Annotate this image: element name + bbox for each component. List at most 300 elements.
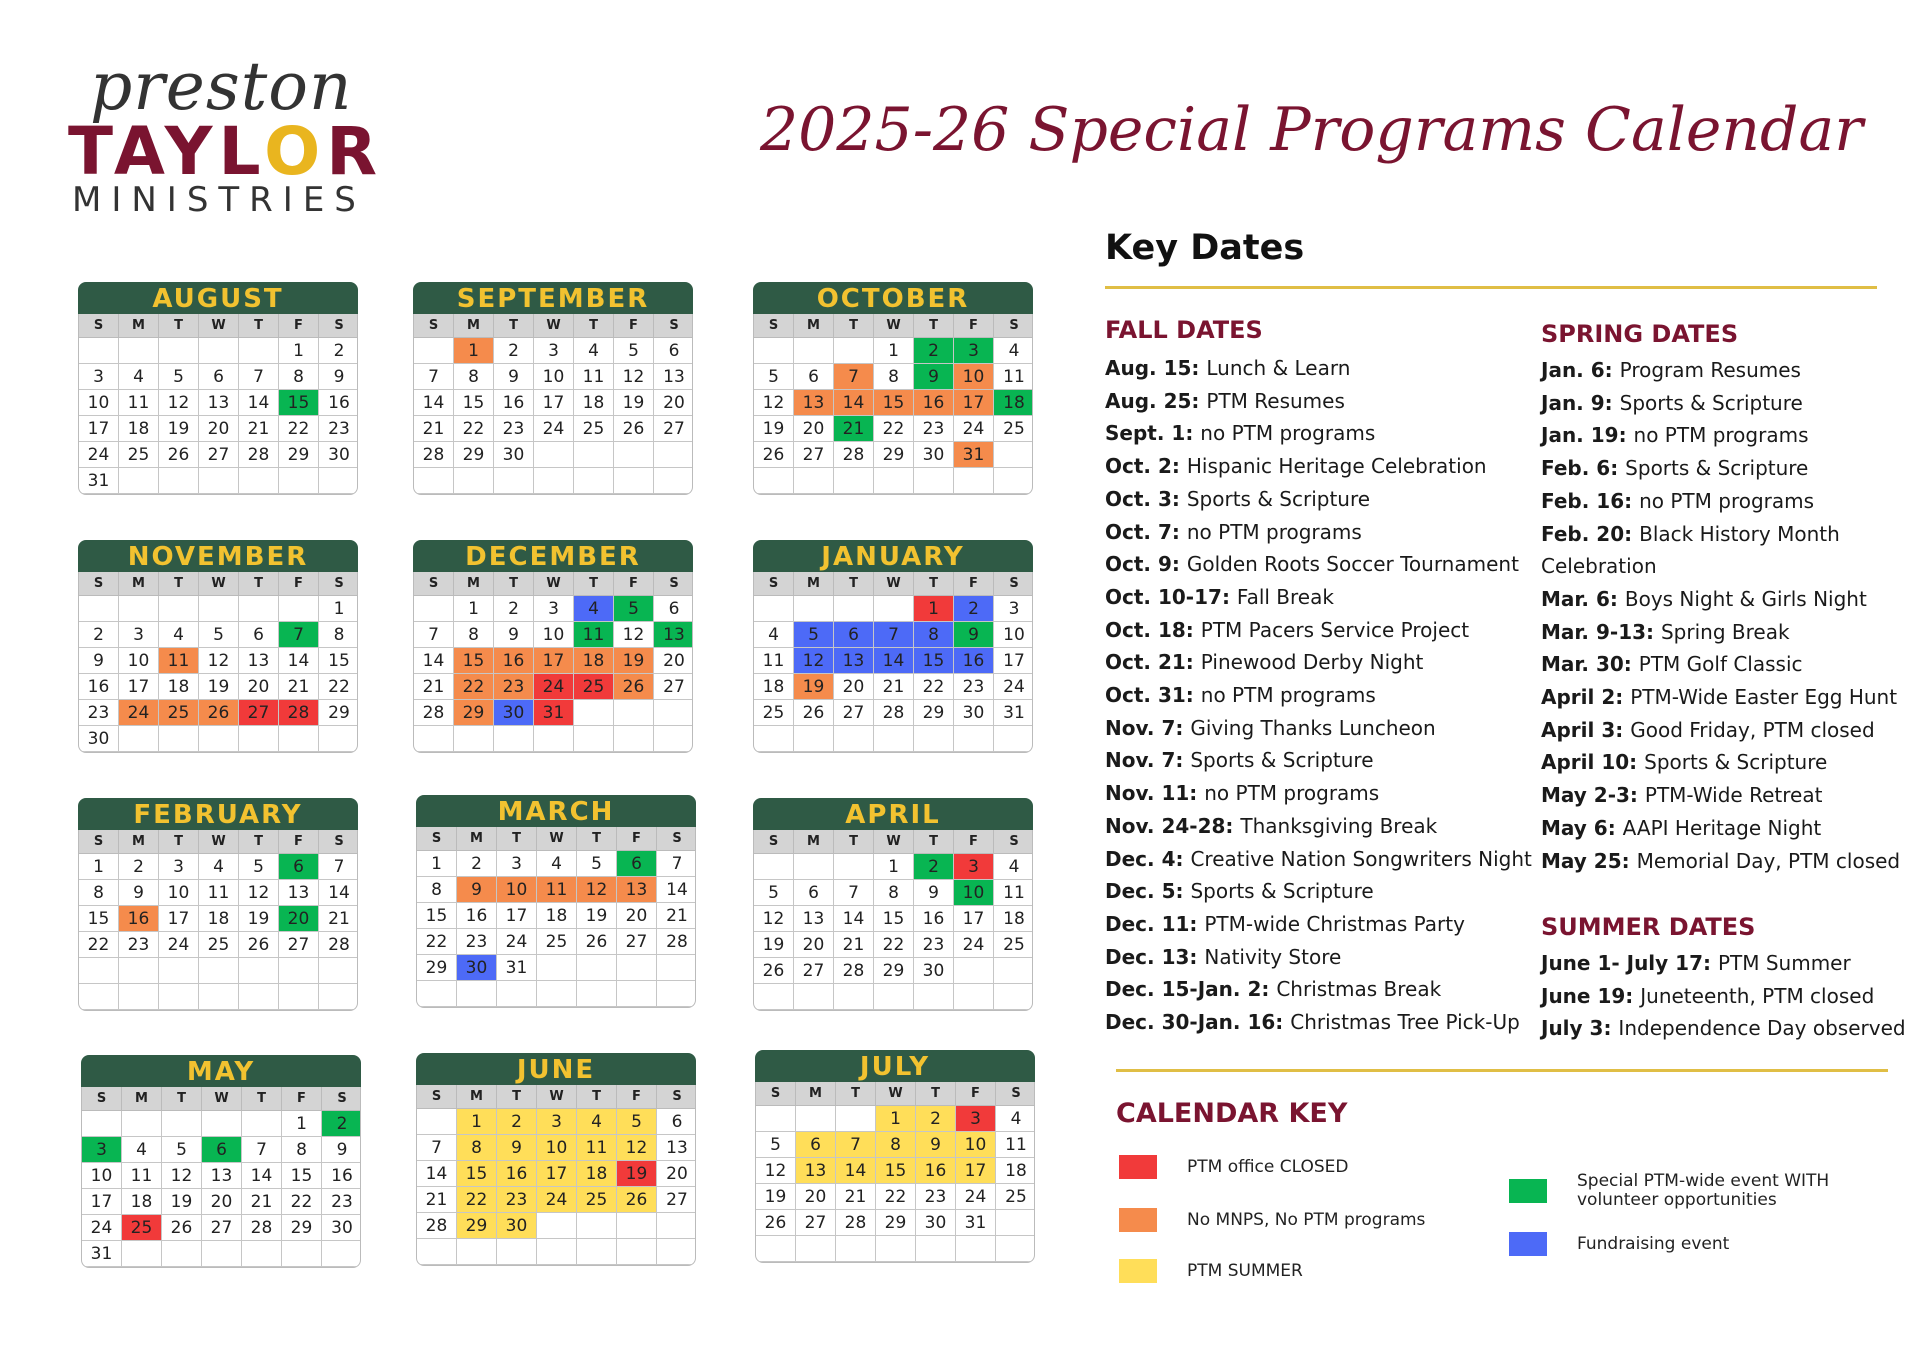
key-date-label: Feb. 20: — [1541, 521, 1640, 546]
day-cell: 1 — [874, 338, 914, 364]
key-label: Fundraising event — [1577, 1233, 1730, 1254]
day-cell: 27 — [617, 929, 657, 955]
key-date-label: Jan. 6: — [1541, 358, 1620, 382]
month-grid — [413, 572, 693, 753]
month-title: FEBRUARY — [78, 798, 358, 830]
key-date-item — [1105, 744, 1532, 777]
day-cell: 13 — [654, 364, 693, 390]
day-cell: 13 — [279, 880, 319, 906]
day-cell: 18 — [577, 1161, 617, 1187]
day-cell: 22 — [417, 929, 457, 955]
day-cell: 14 — [414, 390, 454, 416]
day-cell: 26 — [577, 929, 617, 955]
empty-cell — [457, 1239, 497, 1265]
key-date-label: Sept. 1: — [1105, 421, 1201, 446]
key-date-label: June 1- July 17: — [1541, 951, 1718, 975]
day-cell: 16 — [916, 1158, 956, 1184]
day-cell: 4 — [996, 1106, 1035, 1132]
empty-cell — [577, 1239, 617, 1265]
weekday-header: T — [242, 1087, 282, 1111]
day-cell: 26 — [754, 958, 794, 984]
key-date-label: July 3: — [1541, 1016, 1619, 1041]
empty-cell — [954, 958, 994, 984]
key-date-item — [1541, 387, 1900, 420]
weekday-header: T — [497, 1085, 537, 1109]
yellow-swatch — [1119, 1259, 1157, 1283]
key-date-item — [1541, 616, 1900, 649]
day-cell: 22 — [279, 416, 319, 442]
day-cell: 7 — [279, 622, 319, 648]
day-cell: 11 — [119, 390, 159, 416]
empty-cell — [614, 442, 654, 468]
key-date-event: PTM Pacers Service Project — [1200, 617, 1470, 642]
month-grid — [413, 314, 693, 495]
divider — [1116, 1069, 1888, 1072]
day-cell: 25 — [122, 1215, 162, 1241]
weekday-header: S — [654, 572, 693, 596]
empty-cell — [79, 596, 119, 622]
day-cell: 6 — [794, 364, 834, 390]
key-date-item — [1541, 419, 1900, 452]
empty-cell — [199, 984, 239, 1010]
day-cell: 18 — [994, 906, 1033, 932]
day-cell: 29 — [319, 700, 358, 726]
key-date-item — [1105, 614, 1532, 647]
key-date-item — [1541, 714, 1900, 747]
day-cell: 15 — [914, 648, 954, 674]
weekday-header: T — [574, 572, 614, 596]
day-cell: 28 — [242, 1215, 282, 1241]
day-cell: 29 — [282, 1215, 322, 1241]
fall-dates-list — [1105, 352, 1532, 1039]
month-calendar-january — [753, 540, 1033, 753]
key-date-label: May 25: — [1541, 848, 1637, 873]
day-cell: 12 — [614, 622, 654, 648]
key-date-label: Feb. 16: — [1541, 488, 1640, 513]
day-cell: 20 — [796, 1184, 836, 1210]
day-cell: 24 — [537, 1187, 577, 1213]
day-cell: 10 — [534, 364, 574, 390]
day-cell: 28 — [239, 442, 279, 468]
day-cell: 20 — [199, 416, 239, 442]
day-cell: 1 — [319, 596, 358, 622]
day-cell: 26 — [199, 700, 239, 726]
day-cell: 16 — [914, 906, 954, 932]
day-cell: 19 — [754, 932, 794, 958]
empty-cell — [994, 984, 1033, 1010]
key-date-item — [1105, 581, 1532, 614]
weekday-header: T — [834, 830, 874, 854]
day-cell: 13 — [794, 390, 834, 416]
day-cell: 12 — [159, 390, 199, 416]
weekday-header: S — [996, 1082, 1035, 1106]
weekday-header: S — [414, 314, 454, 338]
day-cell: 20 — [239, 674, 279, 700]
weekday-header: S — [754, 314, 794, 338]
key-date-label: June 19: — [1541, 983, 1641, 1008]
weekday-header: W — [199, 572, 239, 596]
empty-cell — [279, 726, 319, 752]
day-cell: 29 — [454, 442, 494, 468]
day-cell: 9 — [954, 622, 994, 648]
day-cell: 11 — [574, 364, 614, 390]
weekday-header: F — [279, 572, 319, 596]
key-date-item — [1541, 452, 1900, 485]
day-cell: 26 — [614, 416, 654, 442]
empty-cell — [122, 1241, 162, 1267]
empty-cell — [199, 726, 239, 752]
weekday-header: S — [319, 572, 358, 596]
empty-cell — [834, 468, 874, 494]
weekday-header: S — [319, 830, 358, 854]
empty-cell — [994, 442, 1033, 468]
key-date-event: Fall Break — [1236, 584, 1334, 609]
day-cell: 19 — [794, 674, 834, 700]
day-cell: 3 — [994, 596, 1033, 622]
key-date-label: Oct. 21: — [1105, 650, 1201, 675]
day-cell: 11 — [994, 364, 1033, 390]
day-cell: 4 — [119, 364, 159, 390]
day-cell: 1 — [79, 854, 119, 880]
weekday-header: W — [874, 314, 914, 338]
key-date-event: Sports & Scripture — [1186, 486, 1371, 511]
logo — [68, 48, 388, 220]
day-cell: 7 — [834, 364, 874, 390]
day-cell: 17 — [497, 903, 537, 929]
weekday-header: W — [199, 314, 239, 338]
day-cell: 23 — [914, 416, 954, 442]
key-date-label: Dec. 30-Jan. 16: — [1105, 1010, 1291, 1035]
day-cell: 20 — [657, 1161, 696, 1187]
empty-cell — [159, 596, 199, 622]
day-cell: 7 — [414, 622, 454, 648]
key-date-event: Pinewood Derby Night — [1200, 650, 1424, 675]
day-cell: 11 — [122, 1163, 162, 1189]
empty-cell — [657, 981, 696, 1007]
month-grid — [416, 827, 696, 1008]
day-cell: 1 — [282, 1111, 322, 1137]
fall-dates-title: FALL DATES — [1105, 316, 1263, 344]
key-date-item — [1105, 843, 1532, 876]
key-date-event: no PTM programs — [1186, 519, 1362, 544]
day-cell: 13 — [796, 1158, 836, 1184]
key-date-event: Program Resumes — [1619, 358, 1801, 382]
day-cell: 17 — [956, 1158, 996, 1184]
empty-cell — [202, 1241, 242, 1267]
empty-cell — [914, 468, 954, 494]
day-cell: 30 — [914, 442, 954, 468]
empty-cell — [834, 338, 874, 364]
day-cell: 14 — [319, 880, 358, 906]
weekday-header: T — [574, 314, 614, 338]
day-cell: 24 — [954, 932, 994, 958]
empty-cell — [796, 1106, 836, 1132]
key-date-event: no PTM programs — [1200, 421, 1376, 446]
weekday-header: S — [756, 1082, 796, 1106]
day-cell: 2 — [319, 338, 358, 364]
day-cell: 7 — [414, 364, 454, 390]
empty-cell — [319, 958, 358, 984]
day-cell: 30 — [319, 442, 358, 468]
day-cell: 6 — [239, 622, 279, 648]
empty-cell — [497, 1239, 537, 1265]
day-cell: 18 — [199, 906, 239, 932]
day-cell: 12 — [239, 880, 279, 906]
day-cell: 22 — [874, 416, 914, 442]
empty-cell — [614, 726, 654, 752]
empty-cell — [574, 726, 614, 752]
day-cell: 4 — [574, 338, 614, 364]
day-cell: 31 — [954, 442, 994, 468]
day-cell: 30 — [497, 1213, 537, 1239]
empty-cell — [574, 468, 614, 494]
day-cell: 25 — [994, 416, 1033, 442]
divider — [1105, 286, 1877, 289]
empty-cell — [954, 984, 994, 1010]
day-cell: 9 — [119, 880, 159, 906]
day-cell: 16 — [79, 674, 119, 700]
empty-cell — [537, 981, 577, 1007]
day-cell: 5 — [162, 1137, 202, 1163]
day-cell: 17 — [534, 648, 574, 674]
day-cell: 5 — [239, 854, 279, 880]
day-cell: 9 — [322, 1137, 361, 1163]
key-date-label: April 10: — [1541, 750, 1645, 775]
page-title: 2025-26 Special Programs Calendar — [760, 95, 1863, 165]
month-calendar-may — [81, 1055, 361, 1268]
weekday-header: M — [796, 1082, 836, 1106]
day-cell: 31 — [79, 468, 119, 494]
day-cell: 17 — [994, 648, 1033, 674]
day-cell: 23 — [494, 674, 534, 700]
weekday-header: W — [534, 314, 574, 338]
month-title: DECEMBER — [413, 540, 693, 572]
day-cell: 3 — [954, 854, 994, 880]
empty-cell — [914, 726, 954, 752]
weekday-header: W — [534, 572, 574, 596]
key-date-item — [1105, 941, 1532, 974]
weekday-header: F — [279, 314, 319, 338]
empty-cell — [794, 984, 834, 1010]
day-cell: 26 — [617, 1187, 657, 1213]
empty-cell — [79, 338, 119, 364]
day-cell: 30 — [916, 1210, 956, 1236]
day-cell: 4 — [994, 854, 1033, 880]
weekday-header: F — [614, 572, 654, 596]
day-cell: 15 — [454, 390, 494, 416]
key-date-label: Feb. 6: — [1541, 456, 1626, 481]
day-cell: 4 — [122, 1137, 162, 1163]
weekday-header: S — [994, 830, 1033, 854]
key-item-closed — [1119, 1155, 1349, 1179]
day-cell: 16 — [954, 648, 994, 674]
day-cell: 4 — [574, 596, 614, 622]
day-cell: 2 — [914, 338, 954, 364]
key-date-event: Celebration — [1541, 554, 1657, 579]
key-date-label: Oct. 2: — [1105, 454, 1187, 479]
empty-cell — [834, 984, 874, 1010]
day-cell: 12 — [577, 877, 617, 903]
weekday-header: T — [239, 830, 279, 854]
day-cell: 25 — [574, 674, 614, 700]
month-title: SEPTEMBER — [413, 282, 693, 314]
empty-cell — [874, 468, 914, 494]
weekday-header: T — [239, 314, 279, 338]
key-date-event: Creative Nation Songwriters Night — [1190, 846, 1532, 871]
day-cell: 1 — [914, 596, 954, 622]
empty-cell — [82, 1111, 122, 1137]
day-cell: 29 — [914, 700, 954, 726]
empty-cell — [239, 468, 279, 494]
empty-cell — [537, 955, 577, 981]
day-cell: 12 — [754, 906, 794, 932]
empty-cell — [119, 596, 159, 622]
day-cell: 1 — [457, 1109, 497, 1135]
day-cell: 12 — [162, 1163, 202, 1189]
day-cell: 11 — [574, 622, 614, 648]
day-cell: 3 — [954, 338, 994, 364]
empty-cell — [794, 468, 834, 494]
day-cell: 9 — [457, 877, 497, 903]
weekday-header: F — [954, 830, 994, 854]
weekday-header: M — [122, 1087, 162, 1111]
day-cell: 2 — [79, 622, 119, 648]
empty-cell — [122, 1111, 162, 1137]
weekday-header: S — [79, 572, 119, 596]
day-cell: 6 — [654, 338, 693, 364]
empty-cell — [577, 1213, 617, 1239]
day-cell: 6 — [202, 1137, 242, 1163]
key-label: PTM office CLOSED — [1187, 1156, 1349, 1177]
key-date-label: Oct. 10-17: — [1105, 584, 1237, 609]
day-cell: 3 — [497, 851, 537, 877]
weekday-header: F — [954, 572, 994, 596]
empty-cell — [874, 726, 914, 752]
day-cell: 27 — [279, 932, 319, 958]
empty-cell — [79, 958, 119, 984]
month-title: OCTOBER — [753, 282, 1033, 314]
day-cell: 29 — [874, 442, 914, 468]
day-cell: 20 — [794, 416, 834, 442]
day-cell: 15 — [417, 903, 457, 929]
empty-cell — [994, 958, 1033, 984]
weekday-header: T — [914, 830, 954, 854]
month-calendar-october — [753, 282, 1033, 495]
weekday-header: T — [159, 314, 199, 338]
day-cell: 15 — [876, 1158, 916, 1184]
weekday-header: M — [794, 830, 834, 854]
day-cell: 19 — [199, 674, 239, 700]
day-cell: 28 — [657, 929, 696, 955]
empty-cell — [954, 726, 994, 752]
empty-cell — [319, 726, 358, 752]
key-item-no-programs — [1119, 1208, 1425, 1232]
empty-cell — [754, 596, 794, 622]
day-cell: 18 — [159, 674, 199, 700]
key-date-item — [1105, 973, 1532, 1006]
day-cell: 1 — [874, 854, 914, 880]
weekday-header: S — [417, 827, 457, 851]
day-cell: 10 — [159, 880, 199, 906]
day-cell: 6 — [199, 364, 239, 390]
day-cell: 18 — [574, 390, 614, 416]
key-date-event: Independence Day observed — [1618, 1016, 1906, 1041]
weekday-header: M — [794, 314, 834, 338]
day-cell: 29 — [279, 442, 319, 468]
day-cell: 30 — [494, 700, 534, 726]
month-calendar-august — [78, 282, 358, 495]
day-cell: 4 — [994, 338, 1033, 364]
empty-cell — [794, 726, 834, 752]
month-grid — [416, 1085, 696, 1266]
empty-cell — [162, 1111, 202, 1137]
day-cell: 13 — [199, 390, 239, 416]
day-cell: 5 — [754, 880, 794, 906]
key-date-label: Nov. 7: — [1105, 715, 1191, 740]
key-date-item — [1105, 483, 1532, 516]
month-grid — [753, 572, 1033, 753]
day-cell: 11 — [996, 1132, 1035, 1158]
key-item-fundraising — [1509, 1232, 1729, 1256]
month-title: MAY — [81, 1055, 361, 1087]
day-cell: 8 — [282, 1137, 322, 1163]
day-cell: 18 — [994, 390, 1033, 416]
day-cell: 3 — [956, 1106, 996, 1132]
month-calendar-february — [78, 798, 358, 1011]
day-cell: 13 — [794, 906, 834, 932]
key-date-item — [1541, 648, 1900, 681]
empty-cell — [119, 984, 159, 1010]
day-cell: 24 — [79, 442, 119, 468]
key-item-summer — [1119, 1259, 1303, 1283]
day-cell: 3 — [82, 1137, 122, 1163]
key-date-label: Oct. 3: — [1105, 486, 1187, 511]
day-cell: 8 — [914, 622, 954, 648]
key-date-label: Dec. 5: — [1105, 879, 1191, 904]
day-cell: 19 — [162, 1189, 202, 1215]
key-date-label: Oct. 7: — [1105, 519, 1187, 544]
key-date-label: Oct. 9: — [1105, 552, 1187, 577]
day-cell: 22 — [454, 674, 494, 700]
day-cell: 28 — [834, 442, 874, 468]
day-cell: 2 — [916, 1106, 956, 1132]
day-cell: 30 — [954, 700, 994, 726]
weekday-header: W — [202, 1087, 242, 1111]
day-cell: 19 — [754, 416, 794, 442]
day-cell: 22 — [454, 416, 494, 442]
day-cell: 18 — [537, 903, 577, 929]
empty-cell — [414, 468, 454, 494]
empty-cell — [199, 596, 239, 622]
day-cell: 29 — [457, 1213, 497, 1239]
key-date-event: Sports & Scripture — [1619, 390, 1803, 415]
month-grid — [755, 1082, 1035, 1263]
empty-cell — [954, 468, 994, 494]
day-cell: 9 — [319, 364, 358, 390]
empty-cell — [282, 1241, 322, 1267]
day-cell: 29 — [417, 955, 457, 981]
day-cell: 9 — [494, 364, 534, 390]
day-cell: 3 — [534, 596, 574, 622]
spring-dates-title: SPRING DATES — [1541, 320, 1739, 348]
day-cell: 16 — [457, 903, 497, 929]
day-cell: 14 — [279, 648, 319, 674]
day-cell: 28 — [279, 700, 319, 726]
day-cell: 10 — [954, 364, 994, 390]
weekday-header: T — [834, 314, 874, 338]
empty-cell — [199, 958, 239, 984]
day-cell: 27 — [796, 1210, 836, 1236]
